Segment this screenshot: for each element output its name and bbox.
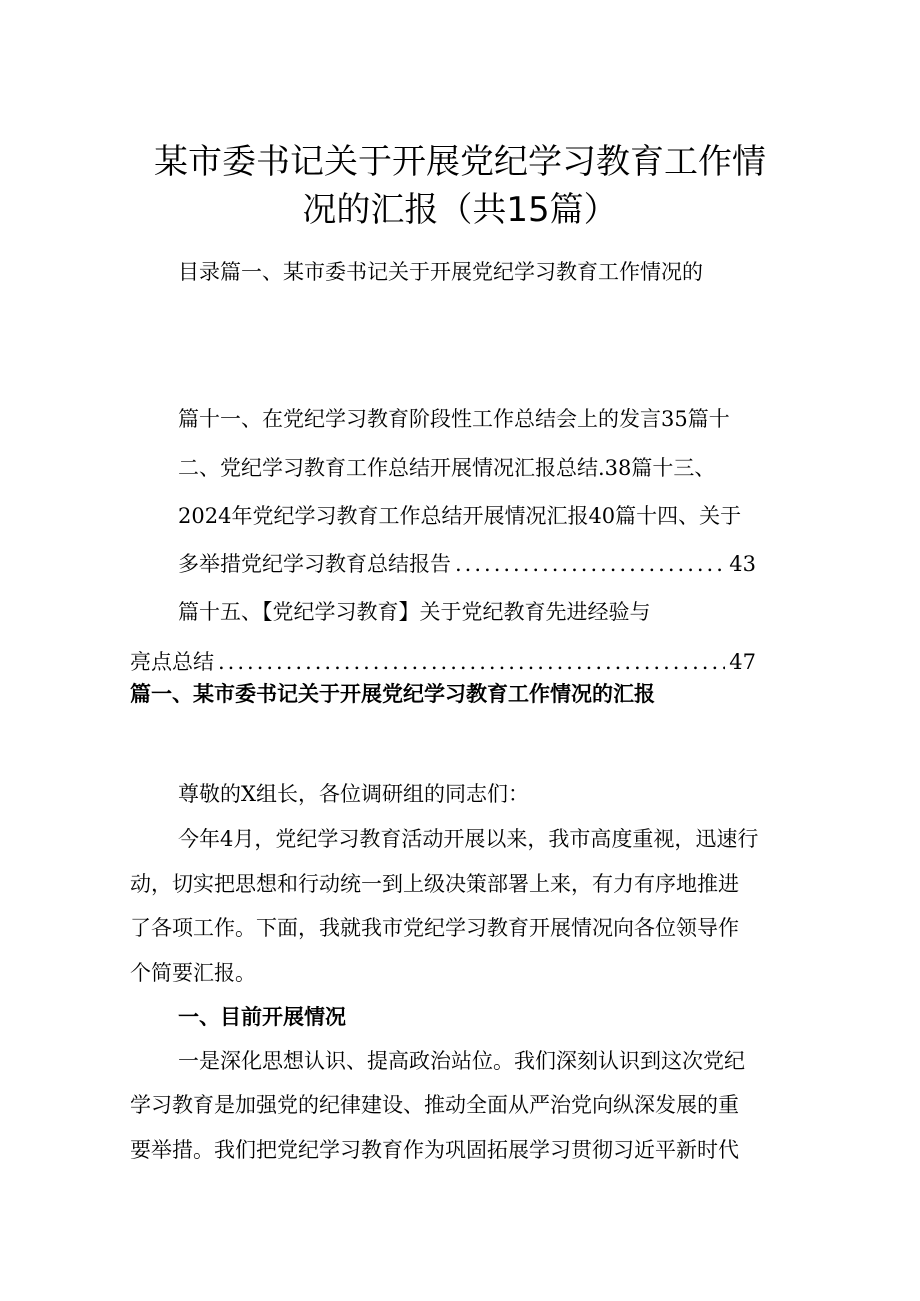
paragraph-line: 一是深化思想认识、提高政治站位。我们深刻认识到这次党纪 [178,1049,745,1073]
toc-intro: 目录篇一、某市委书记关于开展党纪学习教育工作情况的 [178,260,703,284]
section-heading: 篇一、某市委书记关于开展党纪学习教育工作情况的汇报 [130,682,655,706]
toc-page-number: 43 [729,552,756,576]
document-title-line-2: 况的汇报（共15篇） [302,190,618,230]
toc-line: 二、党纪学习教育工作总结开展情况汇报总结.38篇十三、 [178,456,716,480]
toc-entry-title: 亮点总结 [130,650,214,674]
paragraph-line: 了各项工作。下面，我就我市党纪学习教育开展情况向各位领导作 [130,916,739,940]
greeting: 尊敬的X组长，各位调研组的同志们： [178,782,529,806]
toc-dot-leader [218,648,725,676]
toc-line: 篇十一、在党纪学习教育阶段性工作总结会上的发言35篇十 [178,407,730,431]
paragraph-line: 个简要汇报。 [130,961,256,985]
toc-entry-15 [130,648,756,676]
toc-line: 篇十五、【党纪学习教育】关于党纪教育先进经验与 [178,600,651,624]
toc-entry-title: 多举措党纪学习教育总结报告 [178,552,451,576]
toc-entry-14 [178,550,756,578]
document-title-line-1: 某市委书记关于开展党纪学习教育工作情 [154,142,766,182]
paragraph-line: 动，切实把思想和行动统一到上级决策部署上来，有力有序地推进 [130,872,739,896]
toc-dot-leader [455,550,725,578]
toc-line: 2024年党纪学习教育工作总结开展情况汇报40篇十四、关于 [178,504,742,528]
toc-page-number: 47 [729,650,756,674]
paragraph-line: 学习教育是加强党的纪律建设、推动全面从严治党向纵深发展的重 [130,1093,739,1117]
subheading: 一、目前开展情况 [178,1005,346,1029]
paragraph-line: 要举措。我们把党纪学习教育作为巩固拓展学习贯彻习近平新时代 [130,1138,739,1162]
paragraph-line: 今年4月，党纪学习教育活动开展以来，我市高度重视，迅速行 [178,827,759,851]
